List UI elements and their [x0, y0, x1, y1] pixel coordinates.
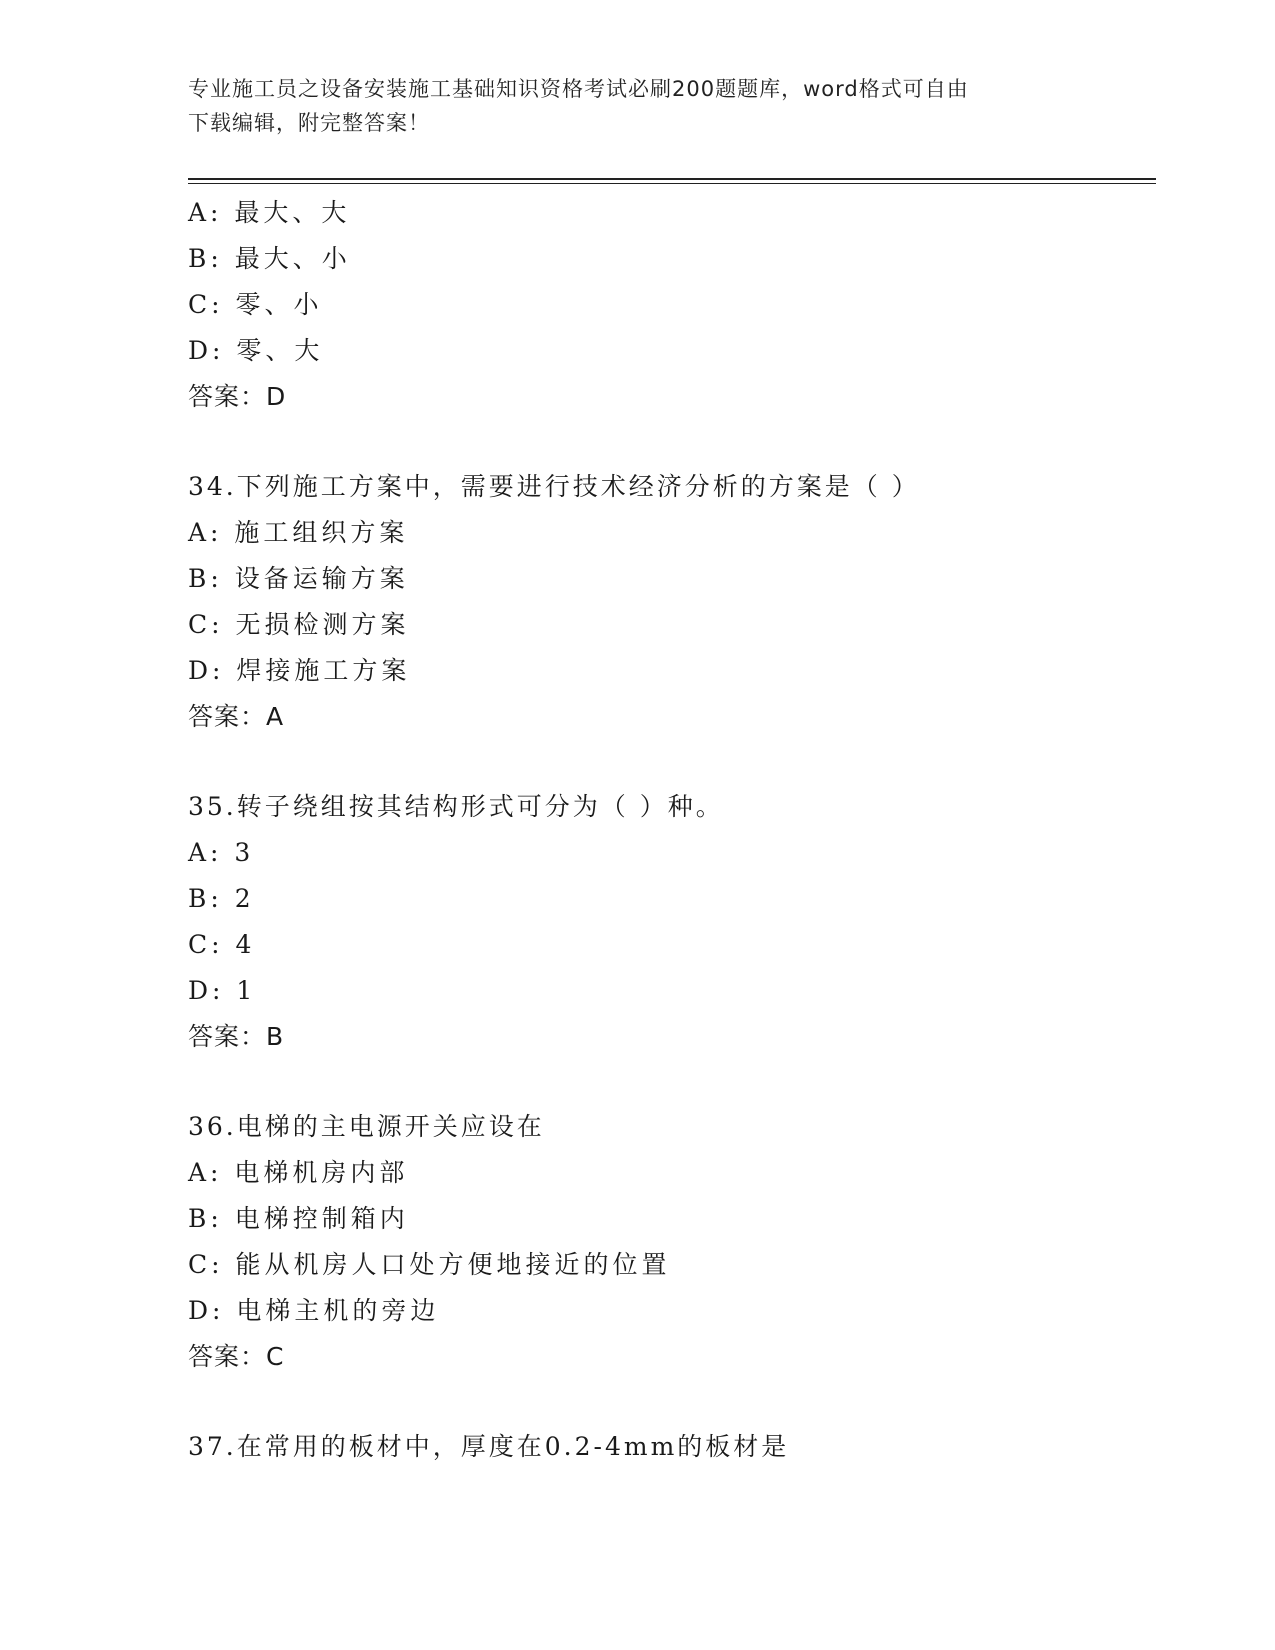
answer-line: 答案：B	[188, 1022, 285, 1051]
spacer	[188, 740, 1156, 784]
option-b: B: 设备运输方案	[188, 564, 409, 593]
option-d: D: 1	[188, 976, 257, 1005]
spacer	[188, 420, 1156, 464]
spacer	[188, 1060, 1156, 1104]
question-text: 35.转子绕组按其结构形式可分为（ ）种。	[188, 792, 724, 821]
question-block-36	[188, 1104, 1156, 1380]
question-block-34	[188, 464, 1156, 740]
option-d: D: 焊接施工方案	[188, 656, 411, 685]
option-c: C: 4	[188, 930, 256, 959]
spacer	[188, 1380, 1156, 1424]
option-b: B: 电梯控制箱内	[188, 1204, 409, 1233]
option-a: A: 最大、大	[188, 198, 351, 227]
question-text: 36.电梯的主电源开关应设在	[188, 1112, 545, 1141]
option-b: B: 2	[188, 884, 255, 913]
header-line-2: 下载编辑，附完整答案！	[188, 111, 430, 135]
question-block-35	[188, 784, 1156, 1060]
option-d: D: 零、大	[188, 336, 324, 365]
question-block-33	[188, 190, 1156, 420]
option-a: A: 3	[188, 838, 255, 867]
option-c: C: 无损检测方案	[188, 610, 410, 639]
option-c: C: 能从机房人口处方便地接近的位置	[188, 1250, 671, 1279]
header-divider-thin	[188, 183, 1156, 184]
document-header	[188, 72, 1068, 140]
answer-line: 答案：D	[188, 382, 287, 411]
question-text: 34.下列施工方案中，需要进行技术经济分析的方案是（ ）	[188, 472, 920, 501]
header-divider-thick	[188, 178, 1156, 180]
header-line-1: 专业施工员之设备安装施工基础知识资格考试必刷200题题库，word格式可自由	[188, 77, 969, 101]
answer-line: 答案：C	[188, 1342, 285, 1371]
option-d: D: 电梯主机的旁边	[188, 1296, 440, 1325]
answer-line: 答案：A	[188, 702, 285, 731]
option-a: A: 电梯机房内部	[188, 1158, 409, 1187]
question-list	[188, 190, 1156, 1470]
option-c: C: 零、小	[188, 290, 323, 319]
option-a: A: 施工组织方案	[188, 518, 409, 547]
option-b: B: 最大、小	[188, 244, 351, 273]
question-block-37	[188, 1424, 1156, 1470]
question-text: 37.在常用的板材中，厚度在0.2-4mm的板材是	[188, 1432, 790, 1461]
